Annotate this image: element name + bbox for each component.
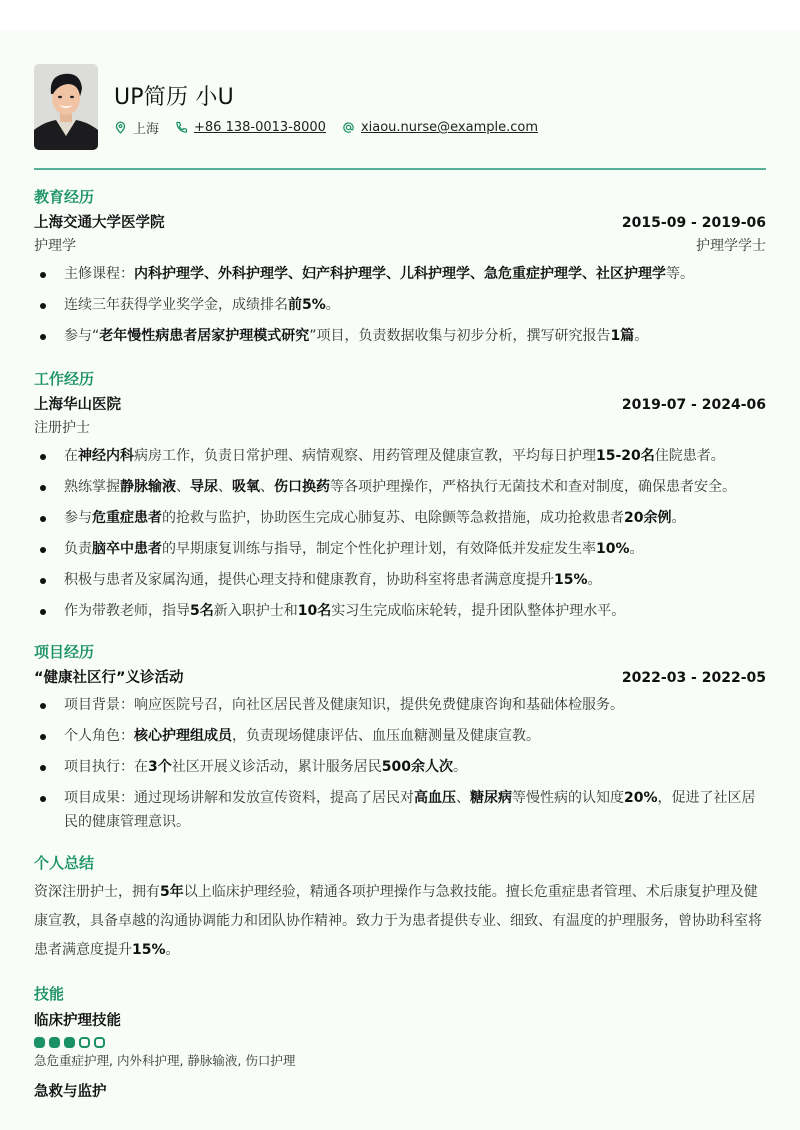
project-section	[34, 641, 766, 834]
bullet-item: 负责脑卒中患者的早期康复训练与指导，制定个性化护理计划，有效降低并发症发生率10%。	[34, 537, 766, 561]
skill-level-dot	[64, 1037, 75, 1048]
summary-text: 资深注册护士，拥有5年以上临床护理经验，精通各项护理操作与急救技能。擅长危重症患者管理、术后康复护理及健康宣教，具备卓越的沟通协调能力和团队协作精神。致力于为患者提供专业、细致、有温度的护理服务，曾协助科室将患者满意度提升15%。	[34, 884, 762, 958]
education-section	[34, 186, 766, 348]
bullet-item: 项目背景：响应医院号召，向社区居民普及健康知识，提供免费健康咨询和基础体检服务。	[34, 693, 766, 717]
project-name: “健康社区行”义诊活动	[34, 670, 184, 686]
email-link[interactable]: xiaou.nurse@example.com	[360, 120, 538, 135]
skill-level-dot	[94, 1037, 105, 1048]
bullet-item: 熟练掌握静脉输液、导尿、吸氧、伤口换药等各项护理操作，严格执行无菌技术和查对制度，确保患者安全。	[34, 475, 766, 499]
work-section	[34, 368, 766, 623]
project-date: 2022-03 - 2022-05	[621, 670, 766, 686]
phone-icon	[175, 121, 188, 134]
bullet-item: 主修课程：内科护理学、外科护理学、妇产科护理学、儿科护理学、急危重症护理学、社区护理学等。	[34, 262, 766, 286]
resume-content	[34, 186, 766, 1116]
skill-name: 急救与监护	[34, 1084, 107, 1100]
resume-page	[0, 30, 800, 1130]
bullet-item: 项目成果：通过现场讲解和发放宣传资料，提高了居民对高血压、糖尿病等慢性病的认知度20%，促进了社区居民的健康管理意识。	[34, 786, 766, 834]
education-date: 2015-09 - 2019-06	[621, 215, 766, 231]
location-text: 上海	[133, 122, 160, 137]
work-bullets	[34, 444, 766, 623]
project-bullets	[34, 693, 766, 834]
skills-section	[34, 983, 766, 1104]
contact-info	[114, 118, 538, 137]
bullet-item: 项目执行：在3个社区开展义诊活动，累计服务居民500余人次。	[34, 755, 766, 779]
skill-level-dot	[34, 1037, 45, 1048]
major: 护理学	[34, 238, 76, 254]
skill-level-dots	[34, 1037, 766, 1048]
location-pin-icon	[114, 121, 127, 134]
email-at-icon	[342, 121, 355, 134]
section-title: 工作经历	[34, 370, 95, 388]
profile-photo	[34, 64, 98, 150]
bullet-item: 积极与患者及家属沟通，提供心理支持和健康教育，协助科室将患者满意度提升15%。	[34, 568, 766, 592]
bullet-item: 连续三年获得学业奖学金，成绩排名前5%。	[34, 293, 766, 317]
school-name: 上海交通大学医学院	[34, 215, 165, 231]
section-title: 教育经历	[34, 188, 95, 206]
section-title: 个人总结	[34, 854, 95, 872]
header-divider	[34, 168, 766, 170]
section-title: 技能	[34, 985, 65, 1003]
phone-link[interactable]: +86 138-0013-8000	[194, 120, 326, 135]
candidate-name: UP简历 小U	[114, 85, 234, 110]
work-date: 2019-07 - 2024-06	[621, 397, 766, 413]
bullet-item: 作为带教老师，指导5名新入职护士和10名实习生完成临床轮转，提升团队整体护理水平。	[34, 599, 766, 623]
section-title: 项目经历	[34, 643, 95, 661]
skill-level-dot	[49, 1037, 60, 1048]
bullet-item: 参与“老年慢性病患者居家护理模式研究”项目，负责数据收集与初步分析，撰写研究报告1篇。	[34, 324, 766, 348]
skill-tags: 急危重症护理, 内外科护理, 静脉输液, 伤口护理	[34, 1053, 296, 1068]
bullet-item: 个人角色：核心护理组成员，负责现场健康评估、血压血糖测量及健康宣教。	[34, 724, 766, 748]
degree: 护理学学士	[696, 238, 766, 254]
job-role: 注册护士	[34, 420, 90, 436]
resume-header	[34, 64, 766, 152]
bullet-item: 在神经内科病房工作，负责日常护理、病情观察、用药管理及健康宣教，平均每日护理15-20名住院患者。	[34, 444, 766, 468]
employer-name: 上海华山医院	[34, 397, 121, 413]
education-bullets	[34, 262, 766, 348]
skill-name: 临床护理技能	[34, 1013, 121, 1029]
summary-section	[34, 852, 766, 965]
bullet-item: 参与危重症患者的抢救与监护，协助医生完成心肺复苏、电除颤等急救措施，成功抢救患者20余例。	[34, 506, 766, 530]
skill-level-dot	[79, 1037, 90, 1048]
